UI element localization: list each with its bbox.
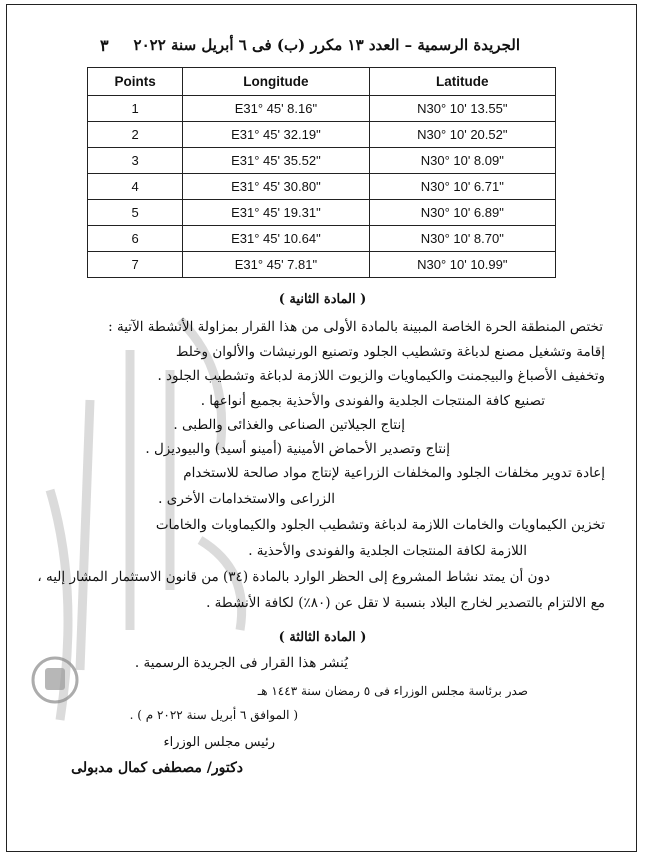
longitude-cell: E31° 45' 30.80" <box>183 174 369 200</box>
longitude-cell: E31° 45' 32.19" <box>183 122 369 148</box>
article-two-line: إعادة تدوير مخلفات الجلود والمخلفات الزراعية لإنتاج مواد صالحة للاستخدام <box>183 465 605 481</box>
table-header-row <box>88 68 556 96</box>
coordinates-table <box>87 67 556 278</box>
issued-line-1: صدر برئاسة مجلس الوزراء فى ٥ رمضان سنة ١٤٤٣ هـ <box>257 684 528 698</box>
point-cell: 1 <box>88 96 183 122</box>
longitude-cell: E31° 45' 7.81" <box>183 252 369 278</box>
article-two-line: إنتاج وتصدير الأحماض الأمينية (أمينو أسيد) والبيوديزل . <box>145 441 450 457</box>
longitude-cell: E31° 45' 35.52" <box>183 148 369 174</box>
article-two-line: دون أن يمتد نشاط المشروع إلى الحظر الوارد بالمادة (٣٤) من قانون الاستثمار المشار إليه ، <box>37 569 550 585</box>
latitude-cell: N30° 10' 10.99" <box>369 252 555 278</box>
point-cell: 7 <box>88 252 183 278</box>
longitude-cell: E31° 45' 19.31" <box>183 200 369 226</box>
latitude-cell: N30° 10' 6.89" <box>369 200 555 226</box>
article-three-heading: ( المادة الثالثة ) <box>278 630 367 645</box>
article-two-line: مع الالتزام بالتصدير لخارج البلاد بنسبة لا تقل عن (٨٠٪) لكافة الأنشطة . <box>206 595 605 611</box>
article-two-line: وتخفيف الأصباغ والبيجمنت والكيماويات والزيوت اللازمة لدباغة وتشطيب الجلود . <box>157 368 605 384</box>
header-longitude: Longitude <box>183 68 369 96</box>
article-two-line: اللازمة لكافة المنتجات الجلدية والفوندى والأحذية . <box>248 543 527 559</box>
page-header <box>100 34 520 56</box>
table-row <box>88 96 556 122</box>
table-row <box>88 200 556 226</box>
signature-position: رئيس مجلس الوزراء <box>163 735 275 750</box>
table-row <box>88 226 556 252</box>
point-cell: 2 <box>88 122 183 148</box>
latitude-cell: N30° 10' 8.70" <box>369 226 555 252</box>
latitude-cell: N30° 10' 6.71" <box>369 174 555 200</box>
latitude-cell: N30° 10' 13.55" <box>369 96 555 122</box>
article-two-line: تختص المنطقة الحرة الخاصة المبينة بالمادة الأولى من هذا القرار بمزاولة الأنشطة الآتية : <box>108 319 603 335</box>
article-two-heading: ( المادة الثانية ) <box>278 292 367 307</box>
signature-name: دكتور/ مصطفى كمال مدبولى <box>71 760 243 776</box>
longitude-cell: E31° 45' 10.64" <box>183 226 369 252</box>
header-points: Points <box>88 68 183 96</box>
article-two-line: إقامة وتشغيل مصنع لدباغة وتشطيب الجلود وتصنيع الورنيشات والألوان وخلط <box>175 344 605 360</box>
article-two-line: تخزين الكيماويات والخامات اللازمة لدباغة وتشطيب الجلود والكيماويات والخامات <box>155 517 605 533</box>
table-row <box>88 122 556 148</box>
header-latitude: Latitude <box>369 68 555 96</box>
latitude-cell: N30° 10' 20.52" <box>369 122 555 148</box>
article-two-line: إنتاج الجيلاتين الصناعى والغذائى والطبى . <box>173 417 405 433</box>
table-row <box>88 174 556 200</box>
longitude-cell: E31° 45' 8.16" <box>183 96 369 122</box>
point-cell: 4 <box>88 174 183 200</box>
article-two-line: تصنيع كافة المنتجات الجلدية والفوندى والأحذية بجميع أنواعها . <box>200 393 545 409</box>
table-row <box>88 252 556 278</box>
point-cell: 3 <box>88 148 183 174</box>
point-cell: 5 <box>88 200 183 226</box>
gazette-title: الجريدة الرسمية – العدد ١٣ مكرر (ب) فى ٦ أبريل سنة ٢٠٢٢ <box>133 36 520 54</box>
table-row <box>88 148 556 174</box>
article-two-line: الزراعى والاستخدامات الأخرى . <box>158 491 335 507</box>
article-three-text: يُنشر هذا القرار فى الجريدة الرسمية . <box>134 655 348 671</box>
page-number: ٣ <box>100 35 109 55</box>
issued-line-2: ( الموافق ٦ أبريل سنة ٢٠٢٢ م ) . <box>129 708 298 722</box>
point-cell: 6 <box>88 226 183 252</box>
latitude-cell: N30° 10' 8.09" <box>369 148 555 174</box>
